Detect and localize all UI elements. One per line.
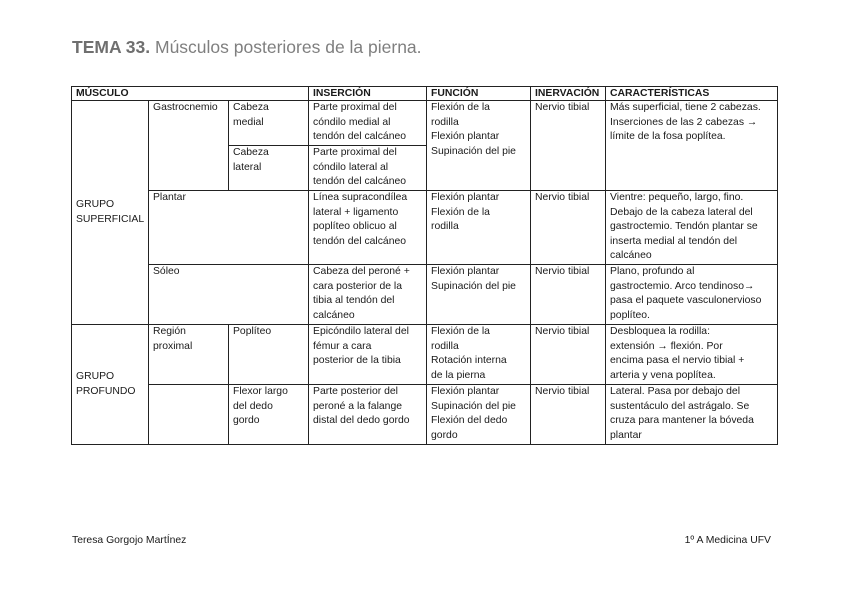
inervacion-plantar: Nervio tibial: [531, 191, 606, 265]
inervacion-flexor-largo: Nervio tibial: [531, 385, 606, 445]
region-proximal: Región proximal: [149, 325, 229, 385]
insercion-flexor-largo: Parte posterior del peroné a la falange distal del dedo gordo: [309, 385, 427, 445]
muscle-popliteo: Poplíteo: [229, 325, 309, 385]
table-row: [72, 191, 778, 265]
header-insercion: INSERCIÓN: [309, 87, 427, 101]
group-profundo: GRUPO PROFUNDO: [72, 325, 149, 445]
insercion-popliteo: Epicóndilo lateral del fémur a cara posterior de la tibia: [309, 325, 427, 385]
insercion-soleo: Cabeza del peroné + cara posterior de la tibia al tendón del calcáneo: [309, 265, 427, 325]
funcion-flexor-largo: Flexión plantar Supinación del pie Flexión del dedo gordo: [427, 385, 531, 445]
header-funcion: FUNCIÓN: [427, 87, 531, 101]
caracteristicas-gastrocnemio: Más superficial, tiene 2 cabezas. Inserciones de las 2 cabezas → límite de la fosa poplítea.: [606, 101, 778, 191]
caracteristicas-soleo: Plano, profundo al gastroctemio. Arco tendinoso→ pasa el paquete vasculonervioso poplíteo.: [606, 265, 778, 325]
muscles-table: [71, 86, 778, 445]
muscle-flexor-largo: Flexor largo del dedo gordo: [229, 385, 309, 445]
footer-author: Teresa Gorgojo MartÍnez: [72, 535, 187, 546]
inervacion-popliteo: Nervio tibial: [531, 325, 606, 385]
topic-title: Músculos posteriores de la pierna.: [155, 37, 422, 57]
muscle-soleo: Sóleo: [149, 265, 309, 325]
part-cabeza-lateral: Cabeza lateral: [229, 146, 309, 191]
header-inervacion: INERVACIÓN: [531, 87, 606, 101]
caracteristicas-popliteo: Desbloquea la rodilla: extensión → flexión. Por encima pasa el nervio tibial + arteria y vena poplítea.: [606, 325, 778, 385]
table-row: [72, 101, 778, 146]
insercion-plantar: Línea supracondílea lateral + ligamento poplíteo oblicuo al tendón del calcáneo: [309, 191, 427, 265]
region-empty: [149, 385, 229, 445]
page-title: [72, 37, 422, 58]
topic-number: TEMA 33.: [72, 37, 151, 57]
insercion-cabeza-medial: Parte proximal del cóndilo medial al tendón del calcáneo: [309, 101, 427, 146]
caracteristicas-flexor-largo: Lateral. Pasa por debajo del sustentáculo del astrágalo. Se cruza para mantener la bóveda plantar: [606, 385, 778, 445]
muscle-plantar: Plantar: [149, 191, 309, 265]
funcion-soleo: Flexión plantar Supinación del pie: [427, 265, 531, 325]
funcion-plantar: Flexión plantar Flexión de la rodilla: [427, 191, 531, 265]
funcion-gastrocnemio: Flexión de la rodilla Flexión plantar Supinación del pie: [427, 101, 531, 191]
table-row: [72, 265, 778, 325]
muscle-gastrocnemio: Gastrocnemio: [149, 101, 229, 191]
part-cabeza-medial: Cabeza medial: [229, 101, 309, 146]
inervacion-gastrocnemio: Nervio tibial: [531, 101, 606, 191]
table-row: [72, 325, 778, 385]
insercion-cabeza-lateral: Parte proximal del cóndilo lateral al tendón del calcáneo: [309, 146, 427, 191]
caracteristicas-plantar: Vientre: pequeño, largo, fino. Debajo de la cabeza lateral del gastroctemio. Tendón plantar se inserta medial al tendón del calcáneo: [606, 191, 778, 265]
footer-course: 1º A Medicina UFV: [684, 535, 771, 546]
group-superficial: GRUPO SUPERFICIAL: [72, 101, 149, 325]
inervacion-soleo: Nervio tibial: [531, 265, 606, 325]
funcion-popliteo: Flexión de la rodilla Rotación interna de la pierna: [427, 325, 531, 385]
header-caracteristicas: CARACTERÍSTICAS: [606, 87, 778, 101]
header-musculo: MÚSCULO: [72, 87, 309, 101]
table-row: [72, 385, 778, 445]
header-row: [72, 87, 778, 101]
